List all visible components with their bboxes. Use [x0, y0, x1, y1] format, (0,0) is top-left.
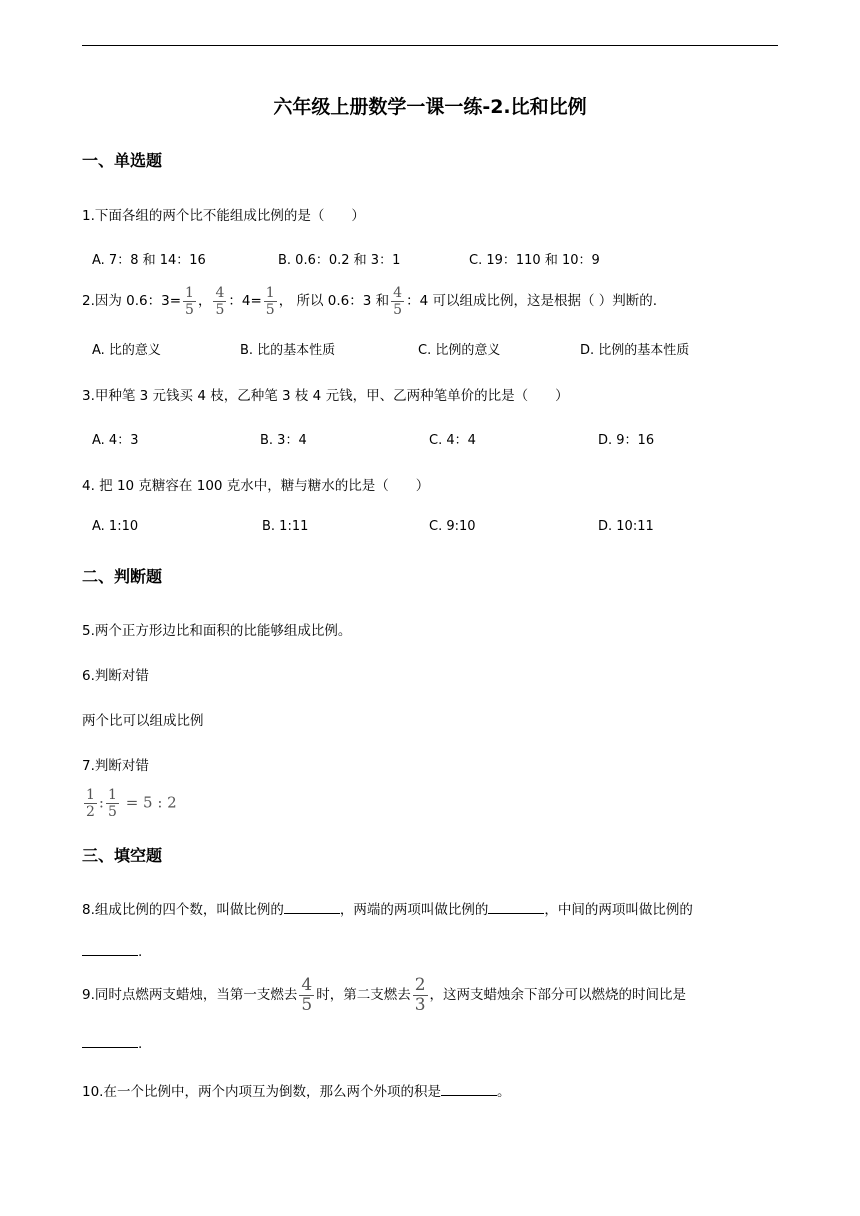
- page-title: 六年级上册数学一课一练-2.比和比例: [273, 96, 587, 118]
- q8-blank-1[interactable]: [284, 901, 340, 914]
- question-1: 1.下面各组的两个比不能组成比例的是（ ）: [82, 208, 365, 224]
- section-heading-fill-blank: 三、填空题: [82, 846, 163, 865]
- q4-option-d: D. 10:11: [598, 519, 654, 534]
- q1-option-a: A. 7：8 和 14：16: [92, 253, 206, 268]
- q9-fraction-2: $\frac{2}{3}$: [414, 974, 426, 1015]
- q7-rhs: = 5 : 2: [125, 793, 177, 812]
- q9-fraction-1: $\frac{4}{5}$: [301, 974, 313, 1015]
- question-7: 7.判断对错: [82, 758, 149, 774]
- question-9-continued: [82, 1035, 142, 1052]
- q2-text-4: ， 所以 0.6：3 和: [278, 293, 390, 309]
- q4-option-c: C. 9:10: [429, 519, 476, 534]
- q2-option-a: A. 比的意义: [92, 343, 161, 358]
- q2-text-2: ，: [197, 293, 212, 309]
- q9-text-4: .: [138, 1036, 143, 1052]
- q2-fraction-3: $\frac{1}{5}$: [265, 284, 275, 318]
- q2-text-5: ：4 可以组成比例，这是根据（ ）判断的.: [406, 293, 658, 309]
- q7-fraction-2: $\frac{1}{5}$: [107, 787, 117, 820]
- q10-text-1: 10.在一个比例中，两个内项互为倒数，那么两个外项的积是: [82, 1084, 441, 1100]
- section-heading-true-false: 二、判断题: [82, 567, 163, 586]
- q10-text-2: 。: [496, 1084, 511, 1100]
- q1-option-b: B. 0.6：0.2 和 3：1: [278, 253, 401, 268]
- q9-text-1: 9.同时点燃两支蜡烛，当第一支燃去: [82, 987, 298, 1003]
- q2-fraction-2: $\frac{4}{5}$: [215, 284, 225, 318]
- q3-option-b: B. 3：4: [260, 433, 307, 448]
- q2-text-1: 2.因为 0.6：3=: [82, 293, 182, 309]
- question-3: 3.甲种笔 3 元钱买 4 枝，乙种笔 3 枝 4 元钱，甲、乙两种笔单价的比是（ ）: [82, 388, 569, 404]
- q2-fraction-4: $\frac{4}{5}$: [393, 284, 403, 318]
- question-8-continued: [82, 943, 142, 960]
- question-8: [82, 898, 693, 918]
- q8-text-1: 8.组成比例的四个数，叫做比例的: [82, 902, 284, 918]
- q2-text-3: ：4=: [228, 293, 262, 309]
- q4-option-b: B. 1:11: [262, 519, 309, 534]
- q3-option-c: C. 4：4: [429, 433, 476, 448]
- header-rule: [82, 45, 778, 46]
- q2-option-b: B. 比的基本性质: [240, 343, 336, 358]
- q9-blank[interactable]: [82, 1035, 138, 1048]
- question-9: [82, 976, 686, 1014]
- q3-option-d: D. 9：16: [598, 433, 655, 448]
- q7-fraction-1: $\frac{1}{2}$: [86, 787, 95, 820]
- section-heading-single-choice: 一、单选题: [82, 151, 163, 170]
- question-6-statement: 两个比可以组成比例: [82, 713, 204, 729]
- q7-ratio-sign: :: [98, 793, 104, 812]
- q9-text-2: 时，第二支燃去: [316, 987, 411, 1003]
- q10-blank[interactable]: [441, 1083, 497, 1096]
- q8-blank-2[interactable]: [488, 901, 544, 914]
- q2-option-c: C. 比例的意义: [418, 343, 501, 358]
- question-5: 5.两个正方形边比和面积的比能够组成比例。: [82, 623, 352, 639]
- question-6: 6.判断对错: [82, 668, 149, 684]
- question-4: 4. 把 10 克糖容在 100 克水中，糖与糖水的比是（ ）: [82, 478, 430, 494]
- q8-blank-3[interactable]: [82, 943, 138, 956]
- q3-option-a: A. 4：3: [92, 433, 139, 448]
- question-10: [82, 1080, 510, 1100]
- q1-option-c: C. 19：110 和 10：9: [469, 253, 600, 268]
- q2-option-d: D. 比例的基本性质: [580, 343, 690, 358]
- q8-text-4: .: [138, 944, 143, 960]
- q2-fraction-1: $\frac{1}{5}$: [185, 284, 194, 318]
- question-7-expression: [82, 788, 177, 819]
- q8-text-2: ，两端的两项叫做比例的: [339, 902, 489, 918]
- q9-text-3: ，这两支蜡烛余下部分可以燃烧的时间比是: [429, 987, 687, 1003]
- q8-text-3: ，中间的两项叫做比例的: [544, 902, 693, 918]
- question-2: [82, 284, 657, 318]
- q4-option-a: A. 1:10: [92, 519, 139, 534]
